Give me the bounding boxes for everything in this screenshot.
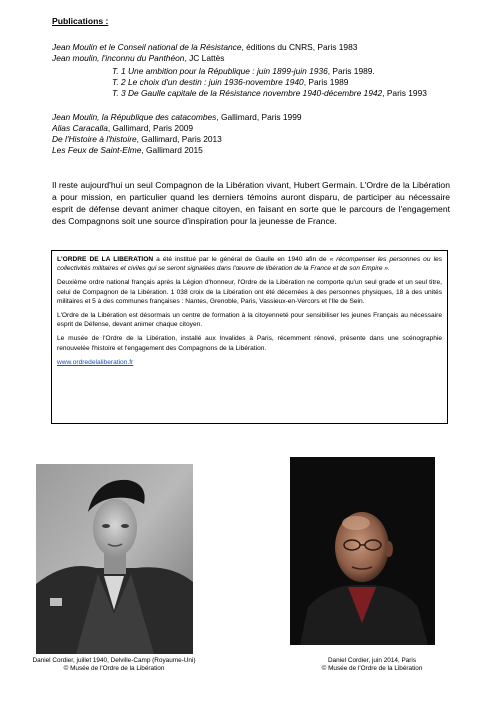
publication-item: Alias Caracalla, Gallimard, Paris 2009 [52,123,194,133]
box-paragraph-3: L'Ordre de la Libération est désormais un centre de formation à la citoyenneté pour sensibiliser les jeunes Français au nécessaire esprit de Défense, devant animer chaque citoyen. [57,312,442,329]
caption-right: Daniel Cordier, juin 2014, Paris © Musée de l'Ordre de la Libération [321,657,423,673]
box-paragraph-4: Le musée de l'Ordre de la Libération, installé aux Invalides à Paris, récemment rénové, présente dans une scénographie renouvelée l'histoire et l'engagement des Compagnons de la Libération. [57,335,442,352]
photo-cordier-1940 [36,464,193,654]
publication-item: T. 1 Une ambition pour la République : juin 1899-juin 1936, Paris 1989. [112,66,375,76]
ordre-liberation-box [51,250,448,424]
caption-left: Daniel Cordier, juillet 1940, Delville-Camp (Royaume-Uni) © Musée de l'Ordre de la Libération [32,657,196,673]
publication-item: T. 2 Le choix d'un destin : juin 1936-novembre 1940, Paris 1989 [112,77,349,87]
publications-heading: Publications : [52,16,109,26]
publication-item: Les Feux de Saint-Elme, Gallimard 2015 [52,145,203,155]
publication-item: T. 3 De Gaulle capitale de la Résistance novembre 1940-décembre 1942, Paris 1993 [112,88,427,98]
box-paragraph-1: L'ORDRE DE LA LIBERATION a été institué par le général de Gaulle en 1940 afin de « récompenser les personnes ou les collectivités militaires et civiles qui se seront signalées dans l'œuvre de libération de la France et de son Empire ». [57,256,442,273]
ordre-liberation-link[interactable]: www.ordredelaliberation.fr [57,358,134,366]
publication-item: Jean Moulin et le Conseil national de la Résistance, éditions du CNRS, Paris 1983 [52,42,358,52]
box-paragraph-2: Deuxième ordre national français après la Légion d'honneur, l'Ordre de la Libération ne comporte qu'un seul grade et un seul titre, celui de Compagnon de la Libération. 1 038 croix de la Libération ont été décernées à des personnes physiques, 18 à des unités militaires et 5 à des communes françaises : Nantes, Grenoble, Paris, Vassieux-en-Vercors et l'Ile de Sein. [57,279,442,305]
compagnon-paragraph: Il reste aujourd'hui un seul Compagnon de la Libération vivant, Hubert Germain. L'Ordre de la Libération a pour mission, en particulier quand les derniers témoins auront disparu, de participer au nécessaire esprit de défense devant animer chaque citoyen, en faisant en sorte que le parcours de l'engagement des Compagnons soit une source d'inspiration pour la jeunesse de France. [52,180,450,226]
publication-item: Jean moulin, l'inconnu du Panthéon, JC Lattès [52,53,225,63]
publication-item: De l'Histoire à l'histoire, Gallimard, Paris 2013 [52,134,222,144]
publication-item: Jean Moulin, la République des catacombes, Gallimard, Paris 1999 [52,112,302,122]
photo-cordier-2014 [290,457,435,645]
